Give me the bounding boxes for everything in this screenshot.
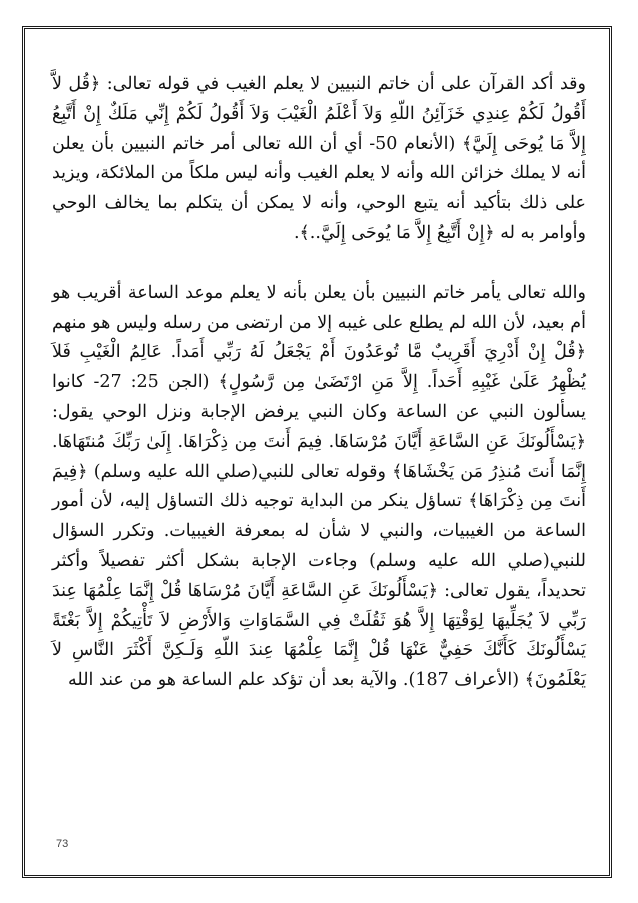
- page-body: [52, 70, 586, 696]
- paragraph-1: وقد أكد القرآن على أن خاتم النبيين لا يعلم الغيب في قوله تعالى: ﴿قُل لاَّ أَقُولُ لَكُمْ عِندِي خَزَآئِنُ اللّهِ وَلاَ أَعْلَمُ الْغَيْبَ وَلاَ أَقُولُ لَكُمْ إِنِّي مَلَكٌ إِنْ أَتَّبِعُ إِلاَّ مَا يُوحَى إِلَيَّ﴾ (الأنعام 50- أي أن الله تعالى أمر خاتم النبيين بأن يعلن أنه لا يملك خزائن الله وأنه لا يعلم الغيب وأنه ليس ملكاً من الملائكة، ويزيد على ذلك بتأكيد أنه يتبع الوحي، وأنه لا يمكن أن يتكلم بما يخالف الوحي وأوامر به له ﴿إِنْ أَتَّبِعُ إِلاَّ مَا يُوحَى إِلَيَّ..﴾.: [52, 74, 586, 243]
- page-number: 73: [56, 838, 69, 850]
- paragraph-2: والله تعالى يأمر خاتم النبيين بأن يعلن بأنه لا يعلم موعد الساعة أقريب هو أم بعيد، لأن الله لم يطلع على غيبه إلا من ارتضى من رسله وليس هو منهم ﴿قُلْ إِنْ أَدْرِيَ أَقَرِيبٌ مَّا تُوعَدُونَ أَمْ يَجْعَلُ لَهُ رَبِّي أَمَداً. عَالِمُ الْغَيْبِ فَلاَ يُظْهِرُ عَلَىٰ غَيْبِهِ أَحَداً. إِلاَّ مَنِ ارْتَضَىٰ مِن رَّسُولٍ﴾ (الجن 25: 27- كانوا يسألون النبي عن الساعة وكان النبي يرفض الإجابة ونزل الوحي يقول: ﴿يَسْأَلُونَكَ عَنِ السَّاعَةِ أَيَّانَ مُرْسَاهَا. فِيمَ أَنتَ مِن ذِكْرَاهَا. إِلَىٰ رَبِّكَ مُنتَهَاهَا. إِنَّمَا أَنتَ مُنذِرُ مَن يَخْشَاهَا﴾ وقوله تعالى للنبي(صلي الله عليه وسلم) ﴿فِيمَ أَنتَ مِن ذِكْرَاهَا﴾ تساؤل ينكر من البداية توجيه ذلك التساؤل إليه، لأن أمور الساعة من الغيبيات، والنبي لا شأن له بمعرفة الغيبيات. وتكرر السؤال للنبي(صلي الله عليه وسلم) وجاءت الإجابة بشكل أكثر تفصيلاً وأكثر تحديداً، يقول تعالى: ﴿يَسْأَلُونَكَ عَنِ السَّاعَةِ أَيَّانَ مُرْسَاهَا قُلْ إِنَّمَا عِلْمُهَا عِندَ رَبِّي لاَ يُجَلِّيهَا لِوَقْتِهَا إِلاَّ هُوَ ثَقُلَتْ فِي السَّمَاوَاتِ وَالأَرْضِ لاَ تَأْتِيكُمْ إِلاَّ بَغْتَةً يَسْأَلُونَكَ كَأَنَّكَ حَفِيٌّ عَنْهَا قُلْ إِنَّمَا عِلْمُهَا عِندَ اللّهِ وَلَـكِنَّ أَكْثَرَ النَّاسِ لاَ يَعْلَمُونَ﴾ (الأعراف 187). والآية بعد أن تؤكد علم الساعة هو من عند الله: [52, 282, 586, 691]
